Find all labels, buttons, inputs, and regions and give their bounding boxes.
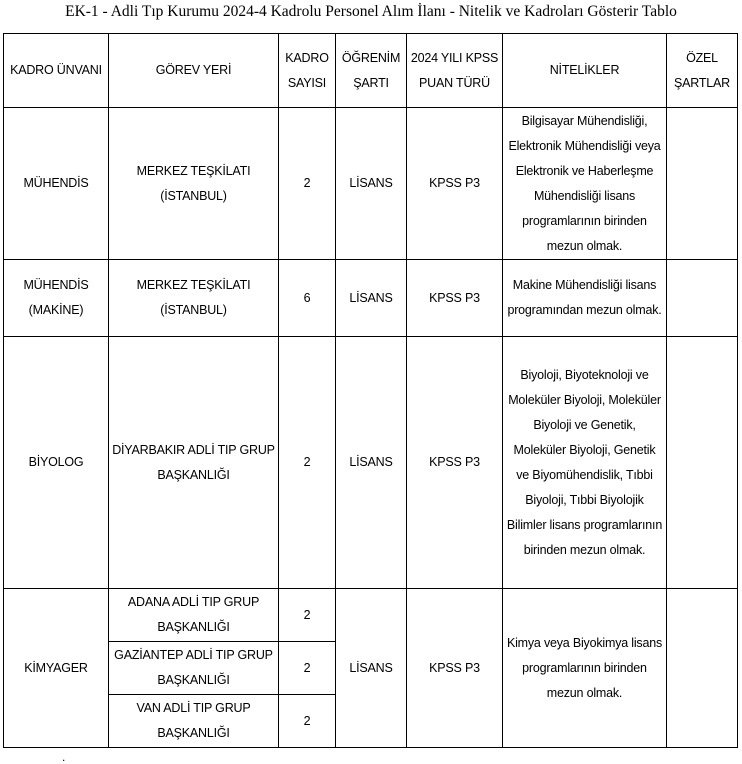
cell-ozel-sartlar: [667, 260, 738, 337]
header-kadro-unvani: KADRO ÜNVANI: [4, 34, 109, 108]
cell-nitelik: Kimya veya Biyokimya lisans programlarının birinden mezun olmak.: [503, 589, 667, 748]
cell-gorev-yeri: MERKEZ TEŞKİLATI (İSTANBUL): [109, 108, 279, 260]
cell-ogrenim: LİSANS: [336, 337, 407, 589]
cell-kpss: KPSS P3: [407, 337, 503, 589]
table-row: [4, 260, 738, 337]
header-kpss-puan-turu: 2024 YILI KPSS PUAN TÜRÜ: [407, 34, 503, 108]
cell-ogrenim: LİSANS: [336, 260, 407, 337]
header-gorev-yeri: GÖREV YERİ: [109, 34, 279, 108]
cell-unvan: KİMYAGER: [4, 589, 109, 748]
header-ozel-sartlar: ÖZEL ŞARTLAR: [667, 34, 738, 108]
cell-ogrenim: LİSANS: [336, 108, 407, 260]
table-row: [4, 337, 738, 589]
cell-ogrenim: LİSANS: [336, 589, 407, 748]
cell-gorev-yeri: VAN ADLİ TIP GRUP BAŞKANLIĞI: [109, 695, 279, 748]
cell-kadro-sayisi: 2: [279, 589, 336, 642]
cell-kadro-sayisi: 6: [279, 260, 336, 337]
cell-ozel-sartlar: [667, 337, 738, 589]
header-nitelikler: NİTELİKLER: [503, 34, 667, 108]
cell-ozel-sartlar: [667, 108, 738, 260]
cell-kadro-sayisi: 2: [279, 642, 336, 695]
header-ogrenim-sarti: ÖĞRENİM ŞARTI: [336, 34, 407, 108]
cell-gorev-yeri: GAZİANTEP ADLİ TIP GRUP BAŞKANLIĞI: [109, 642, 279, 695]
cell-ozel-sartlar: [667, 589, 738, 748]
cell-unvan: BİYOLOG: [4, 337, 109, 589]
table-row: [4, 108, 738, 260]
cell-kadro-sayisi: 2: [279, 108, 336, 260]
footer-mark: .: [62, 750, 66, 764]
table-row: [4, 589, 738, 642]
header-row: [4, 34, 738, 108]
cell-gorev-yeri: DİYARBAKIR ADLİ TIP GRUP BAŞKANLIĞI: [109, 337, 279, 589]
cell-kpss: KPSS P3: [407, 108, 503, 260]
cell-nitelik: Biyoloji, Biyoteknoloji ve Moleküler Biyoloji, Moleküler Biyoloji ve Genetik, Moleküler Biyoloji, Genetik ve Biyomühendislik, Tıbbi Biyoloji, Tıbbi Biyolojik Bilimler lisans programlarının birinden mezun olmak.: [503, 337, 667, 589]
cell-gorev-yeri: MERKEZ TEŞKİLATI (İSTANBUL): [109, 260, 279, 337]
page-title: EK-1 - Adli Tıp Kurumu 2024-4 Kadrolu Personel Alım İlanı - Nitelik ve Kadroları Gösterir Tablo: [65, 3, 677, 20]
cell-unvan: MÜHENDİS (MAKİNE): [4, 260, 109, 337]
cell-nitelik: Bilgisayar Mühendisliği, Elektronik Mühendisliği veya Elektronik ve Haberleşme Mühendisliği lisans programlarının birinden mezun olmak.: [503, 108, 667, 260]
cell-gorev-yeri: ADANA ADLİ TIP GRUP BAŞKANLIĞI: [109, 589, 279, 642]
cell-nitelik: Makine Mühendisliği lisans programından mezun olmak.: [503, 260, 667, 337]
cell-kadro-sayisi: 2: [279, 337, 336, 589]
header-kadro-sayisi: KADRO SAYISI: [279, 34, 336, 108]
cell-kpss: KPSS P3: [407, 260, 503, 337]
cell-unvan: MÜHENDİS: [4, 108, 109, 260]
cell-kpss: KPSS P3: [407, 589, 503, 748]
cell-kadro-sayisi: 2: [279, 695, 336, 748]
kadro-table: [3, 33, 738, 748]
